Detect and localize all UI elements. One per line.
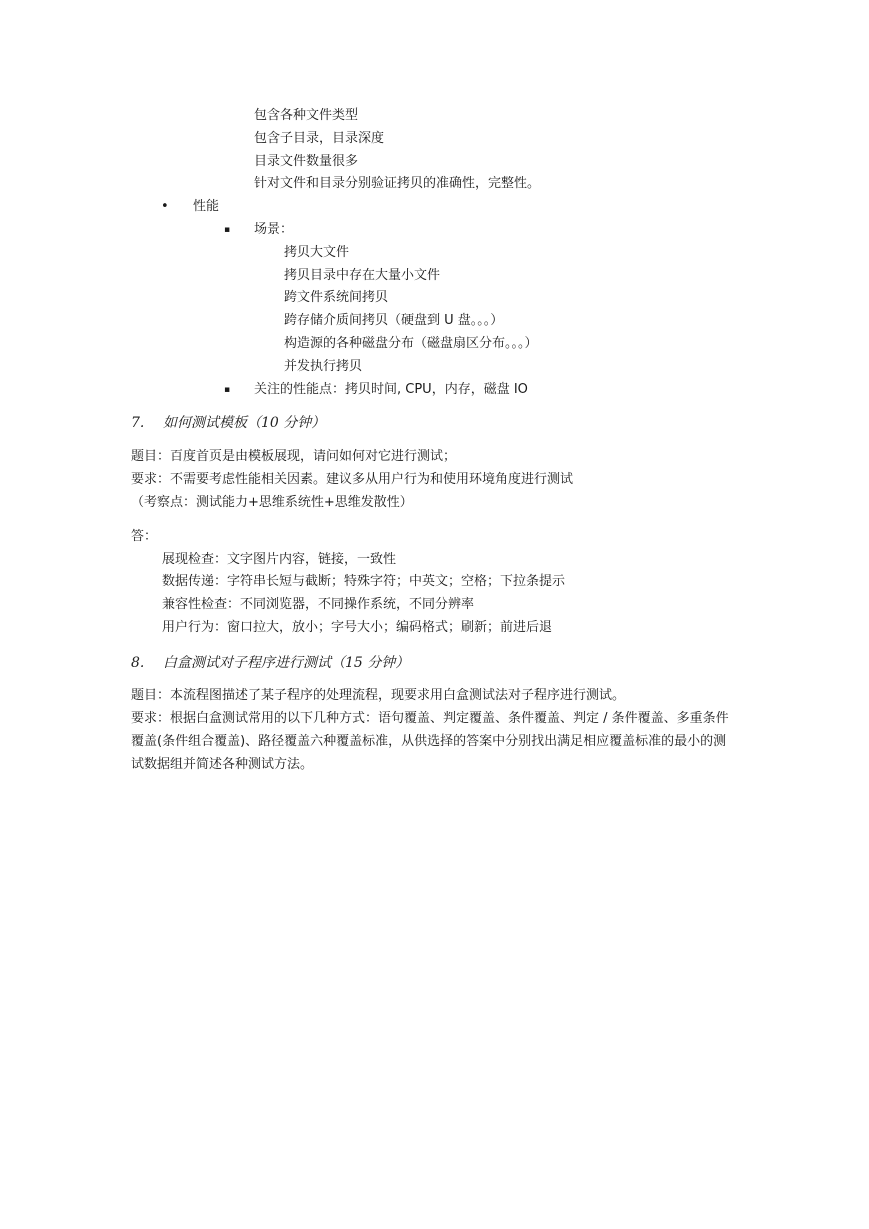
scene-label: 场景： <box>254 222 294 237</box>
section-8-requirement-line: 覆盖(条件组合覆盖)、路径覆盖六种覆盖标准，从供选择的答案中分别找出满足相应覆盖标准的最小的测 <box>131 734 727 749</box>
scene-item: 构造源的各种磁盘分布（磁盘扇区分布。。。） <box>284 336 538 351</box>
scene-item: 拷贝目录中存在大量小文件 <box>284 268 441 283</box>
verify-item: 针对文件和目录分别验证拷贝的准确性，完整性。 <box>254 176 541 191</box>
section-8-requirement-line: 试数据组并简述各种测试方法。 <box>131 757 314 772</box>
file-type-item: 包含各种文件类型 <box>254 108 359 123</box>
scene-item: 跨存储介质间拷贝（硬盘到 U 盘。。。） <box>284 313 504 328</box>
subdirectory-item: 包含子目录，目录深度 <box>254 131 385 146</box>
section-8-heading <box>131 654 409 672</box>
section-8-requirement-line: 要求：根据白盒测试常用的以下几种方式：语句覆盖、判定覆盖、条件覆盖、判定 / 条件覆盖、多重条件 <box>131 711 729 726</box>
answer-label: 答： <box>131 529 158 544</box>
bullet-square-icon: ▪ <box>224 385 231 395</box>
section-7-number: 7. <box>131 415 145 431</box>
answer-item: 用户行为：窗口拉大，放小；字号大小；编码格式；刷新；前进后退 <box>162 620 553 635</box>
section-8-question: 题目：本流程图描述了某子程序的处理流程，现要求用白盒测试法对子程序进行测试。 <box>131 688 626 703</box>
answer-item: 展现检查：文字图片内容，链接，一致性 <box>162 552 397 567</box>
section-7-heading <box>131 414 325 432</box>
section-7-title: 如何测试模板（10 分钟） <box>163 415 326 431</box>
answer-item: 数据传递：字符串长短与截断；特殊字符；中英文；空格；下拉条提示 <box>162 574 566 589</box>
scene-item: 拷贝大文件 <box>284 245 350 260</box>
section-7-requirement: 要求：不需要考虑性能相关因素。建议多从用户行为和使用环境角度进行测试 <box>131 472 574 487</box>
file-count-item: 目录文件数量很多 <box>254 154 359 169</box>
performance-focus: 关注的性能点：拷贝时间, CPU，内存，磁盘 IO <box>254 382 528 397</box>
answer-item: 兼容性检查：不同浏览器，不同操作系统，不同分辨率 <box>162 597 475 612</box>
scene-item: 并发执行拷贝 <box>284 359 363 374</box>
scene-item: 跨文件系统间拷贝 <box>284 290 389 305</box>
bullet-square-icon: ▪ <box>224 225 231 235</box>
section-7-question: 题目：百度首页是由模板展现，请问如何对它进行测试； <box>131 449 457 464</box>
section-8-number: 8. <box>131 655 145 671</box>
performance-label: 性能 <box>193 199 220 214</box>
section-8-title: 白盒测试对子程序进行测试（15 分钟） <box>163 655 410 671</box>
bullet-dot-icon: • <box>161 199 169 214</box>
section-7-focus: （考察点：测试能力+思维系统性+思维发散性） <box>131 495 413 510</box>
